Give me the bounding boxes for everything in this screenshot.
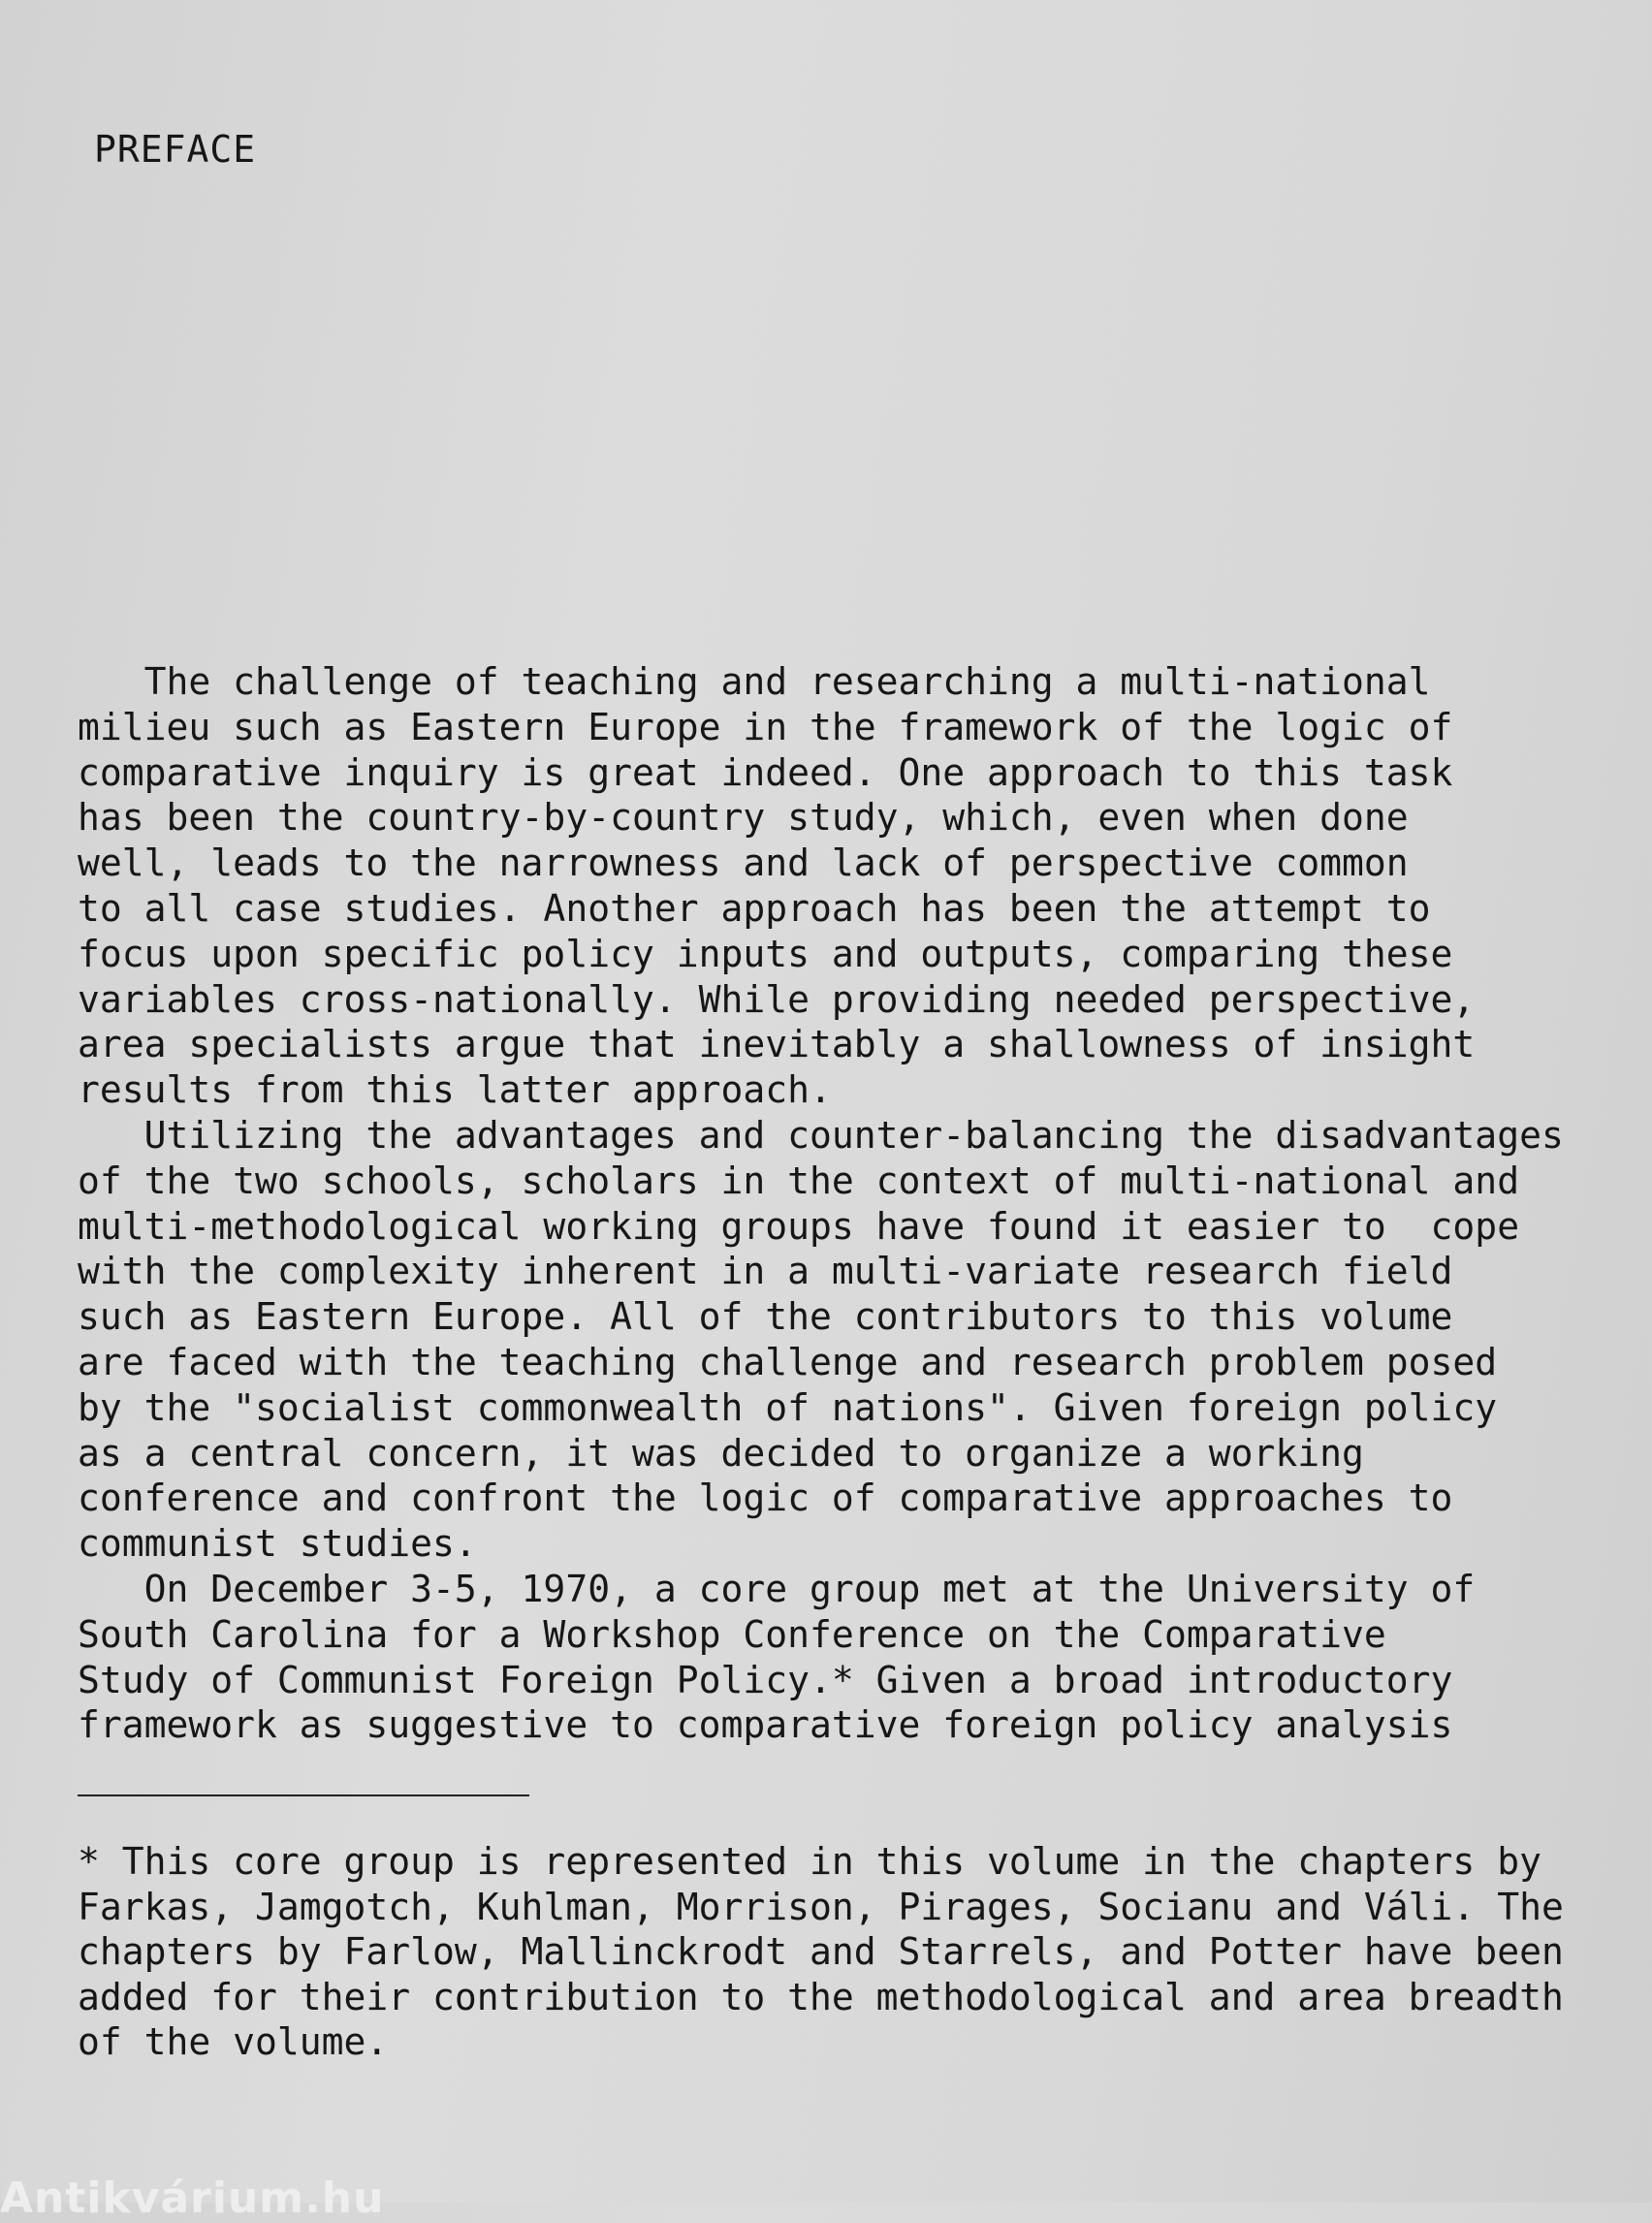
page-heading: PREFACE (94, 128, 257, 171)
text-line: are faced with the teaching challenge and research problem posed (78, 1340, 1498, 1383)
footnote-line: of the volume. (78, 2020, 389, 2064)
text-line: area specialists argue that inevitably a shallowness of insight (78, 1023, 1476, 1066)
text-line: focus upon specific policy inputs and outputs, comparing these (78, 932, 1453, 975)
preface-body (78, 659, 1609, 1748)
text-line: The challenge of teaching and researching a multi-national (78, 660, 1431, 703)
text-line: On December 3-5, 1970, a core group met at the University of (78, 1567, 1476, 1610)
footnote (78, 1839, 1629, 2065)
text-line: multi-methodological working groups have found it easier to cope (78, 1204, 1520, 1248)
footnote-line: chapters by Farlow, Mallinckrodt and Starrels, and Potter have been (78, 1930, 1564, 1974)
text-line: with the complexity inherent in a multi-variate research field (78, 1250, 1453, 1293)
text-line: milieu such as Eastern Europe in the framework of the logic of (78, 705, 1453, 748)
text-line: to all case studies. Another approach has been the attempt to (78, 886, 1431, 930)
footnote-divider (78, 1794, 529, 1796)
text-line: framework as suggestive to comparative foreign policy analysis (78, 1703, 1453, 1747)
text-line: comparative inquiry is great indeed. One approach to this task (78, 750, 1453, 794)
text-line: South Carolina for a Workshop Conference on the Comparative (78, 1612, 1386, 1656)
text-line: as a central concern, it was decided to organize a working (78, 1431, 1364, 1475)
watermark: Antikvárium.hu (0, 2174, 385, 2223)
footnote-line: * This core group is represented in this volume in the chapters by (78, 1840, 1541, 1883)
footnote-line: Farkas, Jamgotch, Kuhlman, Morrison, Pirages, Socianu and Váli. The (78, 1885, 1564, 1928)
text-line: variables cross-nationally. While providing needed perspective, (78, 977, 1476, 1021)
text-line: such as Eastern Europe. All of the contributors to this volume (78, 1295, 1453, 1339)
text-line: well, leads to the narrowness and lack of perspective common (78, 842, 1409, 885)
text-line: Study of Communist Foreign Policy.* Given a broad introductory (78, 1658, 1453, 1701)
text-line: results from this latter approach. (78, 1068, 832, 1112)
text-line: of the two schools, scholars in the context of multi-national and (78, 1159, 1520, 1202)
text-line: by the "socialist commonwealth of nations". Given foreign policy (78, 1385, 1498, 1429)
text-line: Utilizing the advantages and counter-balancing the disadvantages (78, 1113, 1564, 1157)
text-line: communist studies. (78, 1522, 477, 1566)
text-line: has been the country-by-country study, which, even when done (78, 796, 1409, 840)
footnote-line: added for their contribution to the methodological and area breadth (78, 1975, 1564, 2018)
text-line: conference and confront the logic of comparative approaches to (78, 1477, 1453, 1520)
